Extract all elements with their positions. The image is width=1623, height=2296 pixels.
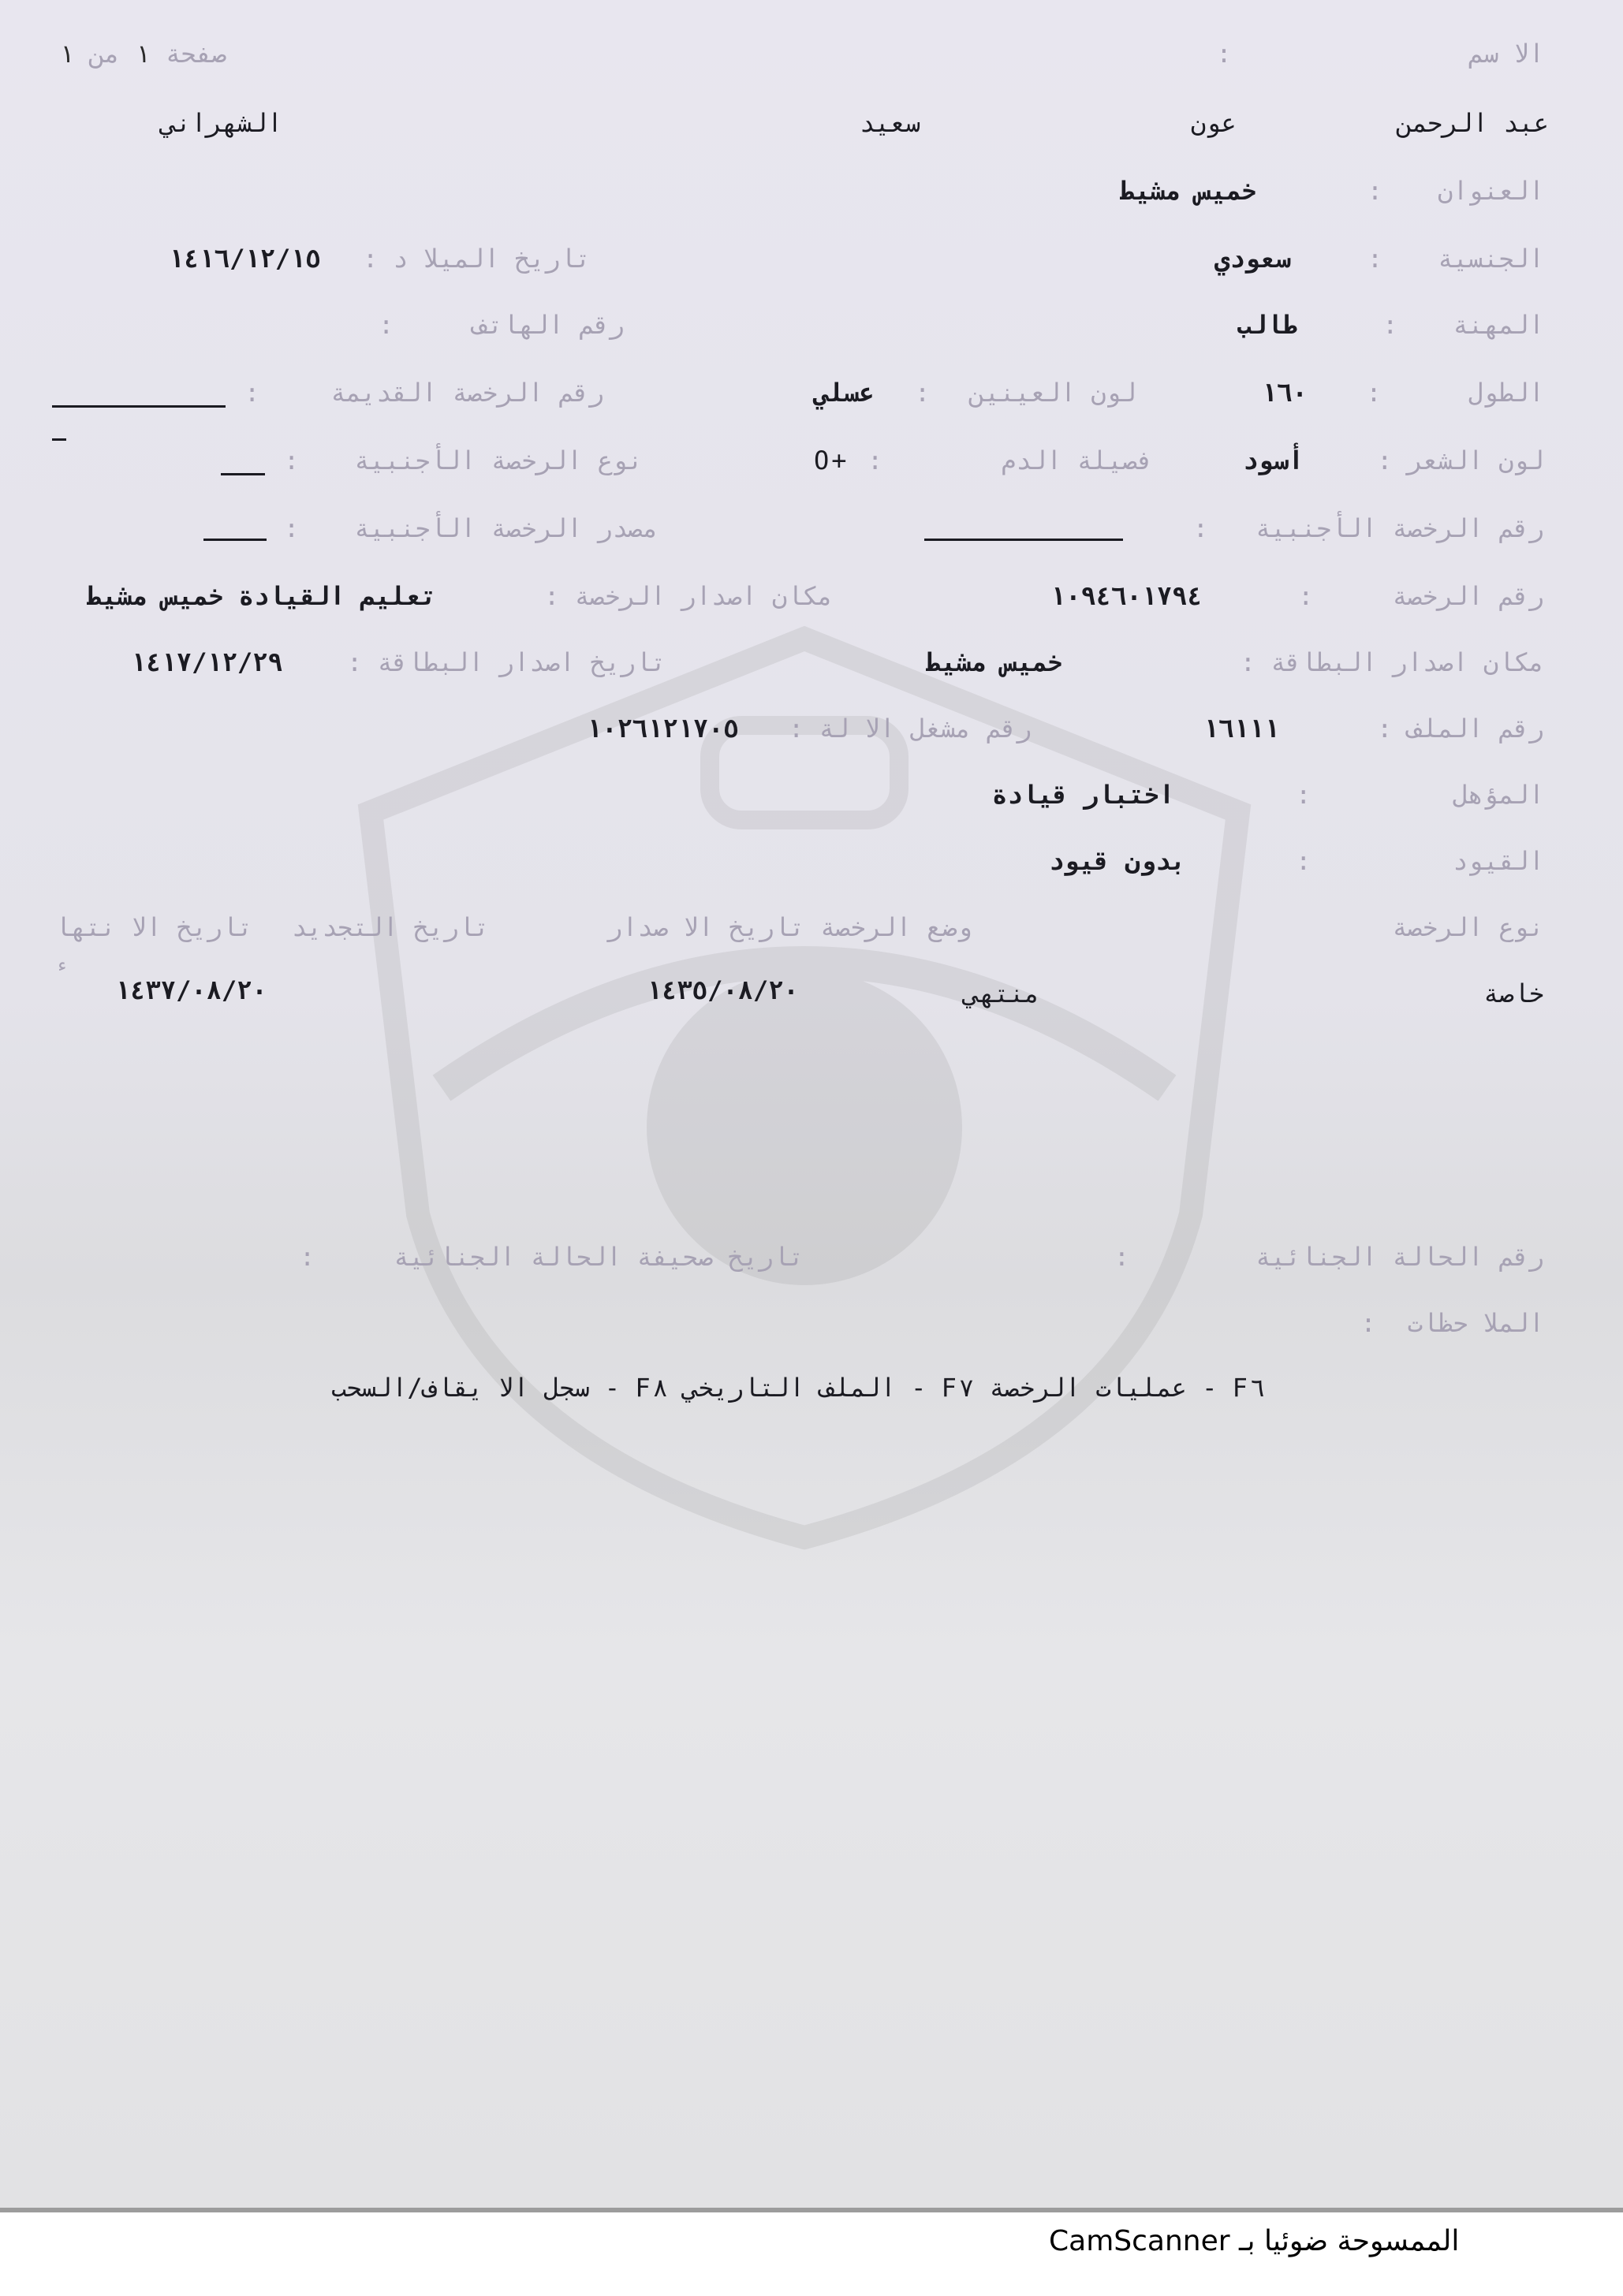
foreign-license-type-label: نوع الرخصة الأجنبية: bbox=[284, 445, 644, 475]
restrictions-value: بدون قيود bbox=[1049, 846, 1186, 876]
height-value: ١٦٠ bbox=[1262, 378, 1308, 408]
restrictions-label: القيود: bbox=[1296, 846, 1544, 876]
name-grandfather: سعيد bbox=[860, 108, 921, 138]
hair-color-value: أسود bbox=[1243, 445, 1304, 475]
traffic-emblem-watermark bbox=[339, 615, 1270, 1561]
foreign-license-source-blank bbox=[203, 539, 267, 541]
nationality-value: سعودي bbox=[1214, 244, 1291, 274]
old-license-label: رقم الرخصة القديمة: bbox=[244, 378, 605, 408]
criminal-case-label: رقم الحالة الجنائية: bbox=[1114, 1242, 1544, 1272]
criminal-sheet-date-label: تاريخ صحيفة الحالة الجنائية: bbox=[300, 1242, 804, 1272]
license-no-label: رقم الرخصة: bbox=[1298, 581, 1544, 611]
blood-type-value: O+ bbox=[814, 445, 849, 475]
name-father: عون bbox=[1191, 108, 1237, 138]
machine-operator-label: رقم مشغل الا لة : bbox=[789, 714, 1032, 744]
license-no-value: ١٠٩٤٦٠١٧٩٤ bbox=[1050, 581, 1203, 611]
name-label: الا سم: bbox=[1216, 39, 1544, 69]
camscanner-footer: الممسوحة ضوئيا بـ CamScanner bbox=[1049, 2225, 1460, 2257]
row-issue-date: ١٤٣٥/٠٨/٢٠ bbox=[647, 975, 799, 1005]
page-total: ١ bbox=[59, 39, 75, 69]
function-keys-line: F٦ - عمليات الرخصة F٧ - الملف التاريخي F٨ - سجل الا يقاف/السحب bbox=[331, 1373, 1266, 1403]
hair-color-label: لون الشعر : bbox=[1377, 445, 1544, 475]
card-issue-place-label: مكان اصدار البطاقة : bbox=[1240, 647, 1544, 677]
col-expiry-date-tail: ء bbox=[55, 954, 67, 976]
foreign-license-type-blank bbox=[221, 473, 265, 475]
row-license-type: خاصة bbox=[1483, 978, 1544, 1008]
phone-label: رقم الهاتف: bbox=[379, 310, 625, 340]
blood-type-label: فصيلة الدم: bbox=[867, 445, 1153, 475]
profession-label: المهنة: bbox=[1382, 310, 1544, 340]
eye-color-value: عسلي bbox=[814, 378, 875, 408]
col-license-status: وضع الرخصة bbox=[820, 912, 972, 942]
qualification-value: اختبار قيادة bbox=[992, 780, 1175, 810]
license-issue-place-value: تعليم القيادة خميس مشيط bbox=[87, 581, 437, 611]
name-family: الشهراني bbox=[161, 108, 283, 138]
col-license-type: نوع الرخصة bbox=[1392, 912, 1544, 942]
notes-label: الملا حظات: bbox=[1360, 1308, 1544, 1338]
foreign-license-no-blank bbox=[924, 539, 1123, 541]
foreign-license-source-label: مصدر الرخصة الأجنبية: bbox=[284, 513, 659, 543]
page-label: صفحة bbox=[165, 39, 226, 69]
old-license-blank bbox=[52, 405, 226, 408]
col-renewal-date: تاريخ التجديد bbox=[292, 912, 490, 942]
page-current: ١ bbox=[135, 39, 151, 69]
name-first: عبد الرحمن bbox=[1397, 108, 1549, 138]
birth-date-value: ١٤١٦/١٢/١٥ bbox=[169, 244, 321, 274]
row-expiry-date: ١٤٣٧/٠٨/٢٠ bbox=[115, 975, 267, 1005]
page-of-label: من bbox=[89, 39, 121, 69]
card-issue-place-value: خميس مشيط bbox=[926, 647, 1063, 677]
col-issue-date: تاريخ الا صدار bbox=[607, 912, 805, 942]
profession-value: طالب bbox=[1237, 310, 1298, 340]
qualification-label: المؤهل: bbox=[1296, 780, 1544, 810]
address-value: خميس مشيط bbox=[1120, 176, 1257, 206]
address-label: العنوان: bbox=[1367, 176, 1544, 206]
file-no-label: رقم الملف : bbox=[1377, 714, 1544, 744]
card-issue-date-label: تاريخ اصدار البطاقة : bbox=[347, 647, 666, 677]
old-license-blank-mark bbox=[52, 438, 66, 441]
machine-operator-value: ١٠٢٦١٢١٧٠٥ bbox=[587, 714, 739, 744]
row-license-status: منتهي bbox=[964, 978, 1040, 1008]
eye-color-label: لون العينين: bbox=[915, 378, 1137, 408]
height-label: الطول: bbox=[1366, 378, 1544, 408]
file-no-value: ١٦١١١ bbox=[1203, 714, 1280, 744]
foreign-license-no-label: رقم الرخصة الأجنبية: bbox=[1192, 513, 1544, 543]
license-issue-place-label: مكان اصدار الرخصة : bbox=[544, 581, 834, 611]
page-number bbox=[59, 39, 226, 69]
col-expiry-date: تاريخ الا نتها bbox=[55, 912, 253, 942]
birth-date-label: تاريخ الميلا د : bbox=[363, 244, 591, 274]
nationality-label: الجنسية: bbox=[1367, 244, 1544, 274]
card-issue-date-value: ١٤١٧/١٢/٢٩ bbox=[131, 647, 283, 677]
